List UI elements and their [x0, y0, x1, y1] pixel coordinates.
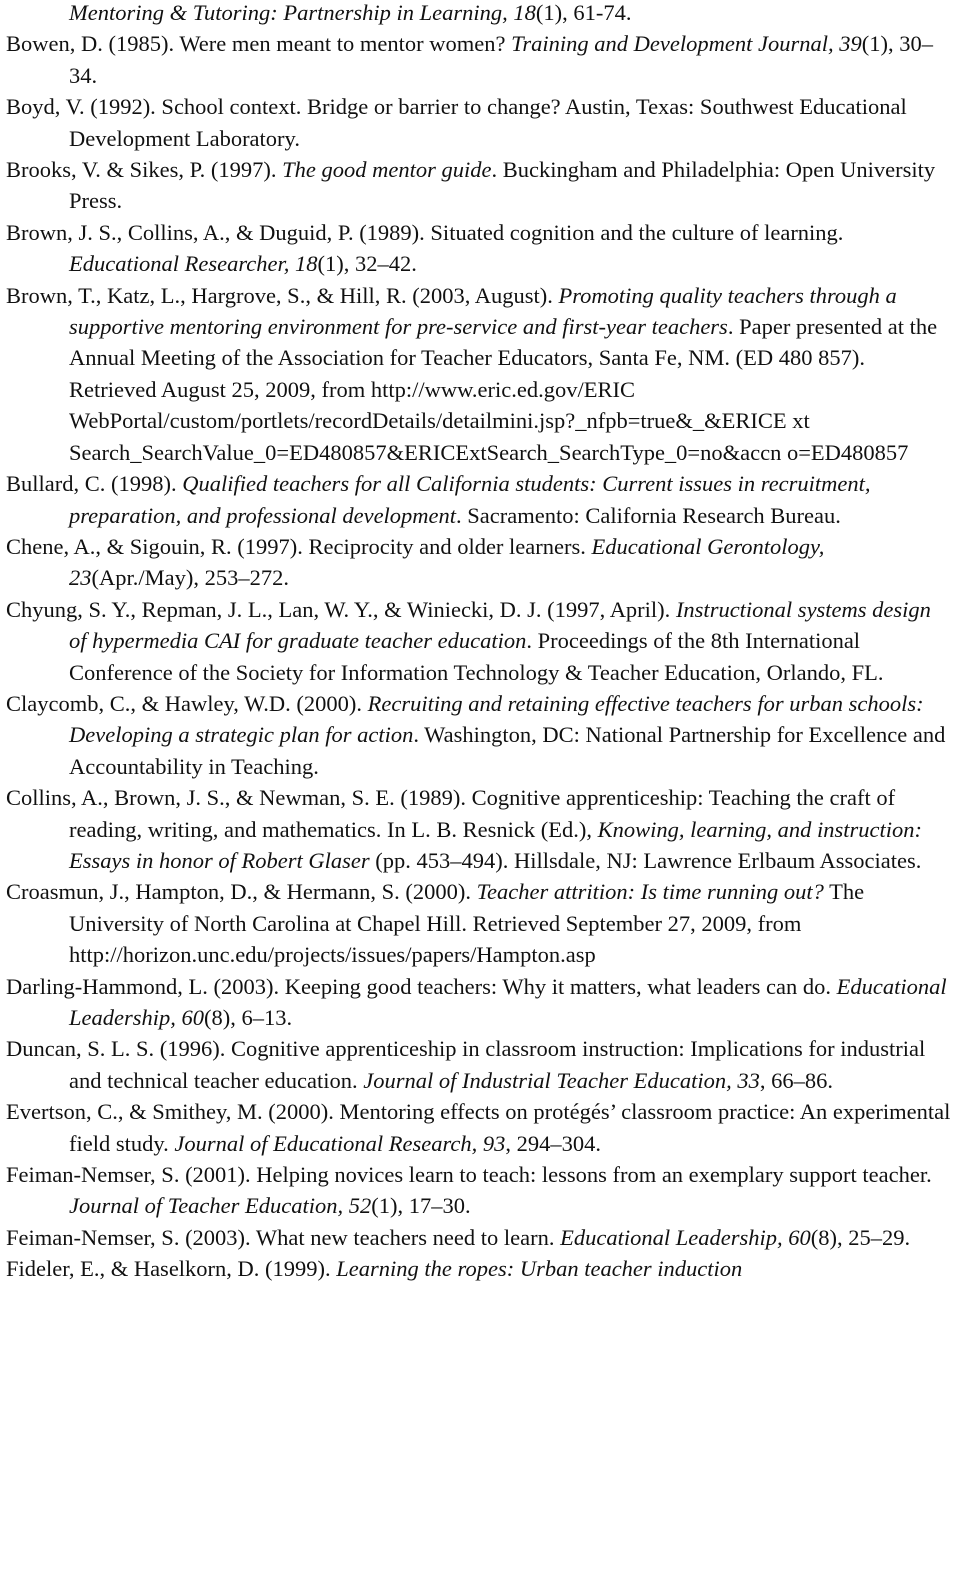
reference-text: . Paper presented at the Annual Meeting of the Association for Teacher Educators, Santa Fe, NM. (ED 480 857). Retrieved August 25, 2009, from http://www.eric.ed.gov/ERIC WebPortal/custom/portlets/recordDetails/detailmini.jsp?_nfpb=true&_&ERICE xt Search_SearchValue_0=ED480857&ERICExtSearch_SearchType_0=no&accn o=ED480857	[69, 314, 938, 465]
reference-text: Brown, J. S., Collins, A., & Duguid, P. (1989). Situated cognition and the culture of learning.	[6, 219, 844, 245]
reference-italic-text: Promoting quality teachers through a supportive mentoring environment for pre-service and first-year teachers	[69, 282, 897, 340]
reference-italic-text: The good mentor guide	[282, 157, 492, 183]
reference-text: Duncan, S. L. S. (1996). Cognitive apprenticeship in classroom instruction: Implications for industrial and technical teacher education.	[6, 1036, 926, 1093]
reference-text: Chene, A., & Sigouin, R. (1997). Reciprocity and older learners.	[6, 533, 592, 559]
reference-text: Chyung, S. Y., Repman, J. L., Lan, W. Y., & Winiecki, D. J. (1997, April).	[6, 596, 676, 622]
reference-entry	[6, 1033, 954, 1096]
reference-italic-text: Educational Leadership, 60	[69, 973, 947, 1030]
reference-italic-text: Knowing, learning, and instruction: Essays in honor of Robert Glaser	[69, 816, 923, 873]
reference-text: , 294–304.	[505, 1130, 602, 1156]
reference-entry	[6, 280, 954, 468]
reference-text: (Apr./May), 253–272.	[91, 565, 289, 591]
reference-entry	[6, 876, 954, 970]
reference-italic-text: Journal of Teacher Education, 52	[69, 1193, 372, 1219]
reference-italic-text: Recruiting and retaining effective teachers for urban schools: Developing a strategic plan for action	[69, 690, 924, 748]
reference-entry	[6, 594, 954, 688]
reference-text: , 66–86.	[759, 1067, 833, 1093]
reference-text: Bullard, C. (1998).	[6, 471, 183, 497]
reference-italic-text: Journal of Educational Research, 93	[174, 1130, 506, 1156]
reference-text: Fideler, E., & Haselkorn, D. (1999).	[6, 1256, 337, 1282]
reference-text: (1), 32–42.	[317, 251, 417, 277]
reference-italic-text: Educational Gerontology, 23	[69, 533, 825, 591]
reference-entry	[6, 217, 954, 280]
reference-italic-text: Qualified teachers for all California students: Current issues in recruitment, preparation, and professional development	[69, 471, 871, 528]
reference-italic-text: Educational Researcher, 18	[69, 251, 318, 277]
reference-text: (8), 25–29.	[810, 1224, 911, 1250]
reference-italic-text: Learning the ropes: Urban teacher induction	[336, 1256, 743, 1282]
reference-entry	[6, 154, 954, 217]
reference-entry	[6, 688, 954, 782]
reference-entry	[6, 971, 954, 1034]
reference-italic-text: Mentoring & Tutoring: Partnership in Learning, 18	[69, 0, 536, 25]
reference-text: Darling-Hammond, L. (2003). Keeping good teachers: Why it matters, what leaders can do.	[6, 973, 837, 999]
reference-text: . Sacramento: California Research Bureau.	[456, 502, 841, 528]
reference-text: Brown, T., Katz, L., Hargrove, S., & Hill, R. (2003, August).	[6, 282, 559, 308]
reference-text: Evertson, C., & Smithey, M. (2000). Mentoring effects on protégés’ classroom practice: An experimental field study.	[6, 1099, 951, 1156]
reference-text: (1), 61-74.	[535, 0, 632, 25]
reference-text: Feiman-Nemser, S. (2003). What new teachers need to learn.	[6, 1224, 561, 1250]
reference-italic-text: Teacher attrition: Is time running out?	[476, 879, 824, 905]
reference-text: Bowen, D. (1985). Were men meant to mentor women?	[6, 31, 512, 57]
reference-text: Croasmun, J., Hampton, D., & Hermann, S. (2000).	[6, 879, 477, 905]
reference-entry	[6, 1253, 954, 1284]
reference-text: (pp. 453–494). Hillsdale, NJ: Lawrence Erlbaum Associates.	[369, 847, 922, 873]
reference-text: . Washington, DC: National Partnership for Excellence and Accountability in Teaching.	[69, 722, 946, 779]
reference-text: (8), 6–13.	[204, 1005, 293, 1030]
reference-text: Collins, A., Brown, J. S., & Newman, S. E. (1989). Cognitive apprenticeship: Teaching the craft of reading, writing, and mathematics. In L. B. Resnick (Ed.),	[6, 785, 896, 842]
reference-italic-text: Instructional systems design of hypermedia CAI for graduate teacher education	[69, 596, 931, 654]
reference-entry	[6, 468, 954, 531]
reference-entry	[6, 531, 954, 594]
reference-entry	[6, 1096, 954, 1159]
reference-entry	[6, 782, 954, 876]
reference-entry	[6, 1159, 954, 1222]
reference-italic-text: Training and Development Journal, 39	[511, 31, 862, 57]
reference-text: (1), 30–34.	[69, 31, 933, 88]
reference-text: Feiman-Nemser, S. (2001). Helping novices learn to teach: lessons from an exemplary support teacher.	[6, 1162, 932, 1188]
reference-entry	[6, 1222, 954, 1253]
reference-text: Brooks, V. & Sikes, P. (1997).	[6, 157, 283, 183]
reference-italic-text: Journal of Industrial Teacher Education, 33	[363, 1067, 760, 1093]
reference-list	[6, 0, 954, 1285]
reference-text: Boyd, V. (1992). School context. Bridge or barrier to change? Austin, Texas: Southwest Educational Development Laboratory.	[6, 94, 907, 151]
reference-entry	[6, 91, 954, 154]
reference-text: (1), 17–30.	[371, 1193, 471, 1219]
reference-text: . Buckingham and Philadelphia: Open University Press.	[69, 157, 936, 214]
reference-text: . Proceedings of the 8th International Conference of the Society for Information Technology & Teacher Education, Orlando, FL.	[69, 628, 884, 685]
reference-entry	[6, 28, 954, 91]
reference-continuation	[6, 0, 954, 28]
reference-text: Claycomb, C., & Hawley, W.D. (2000).	[6, 690, 368, 716]
reference-text: The University of North Carolina at Chapel Hill. Retrieved September 27, 2009, from http://horizon.unc.edu/projects/issues/papers/Hampton.asp	[69, 879, 865, 968]
reference-italic-text: Educational Leadership, 60	[560, 1224, 811, 1250]
